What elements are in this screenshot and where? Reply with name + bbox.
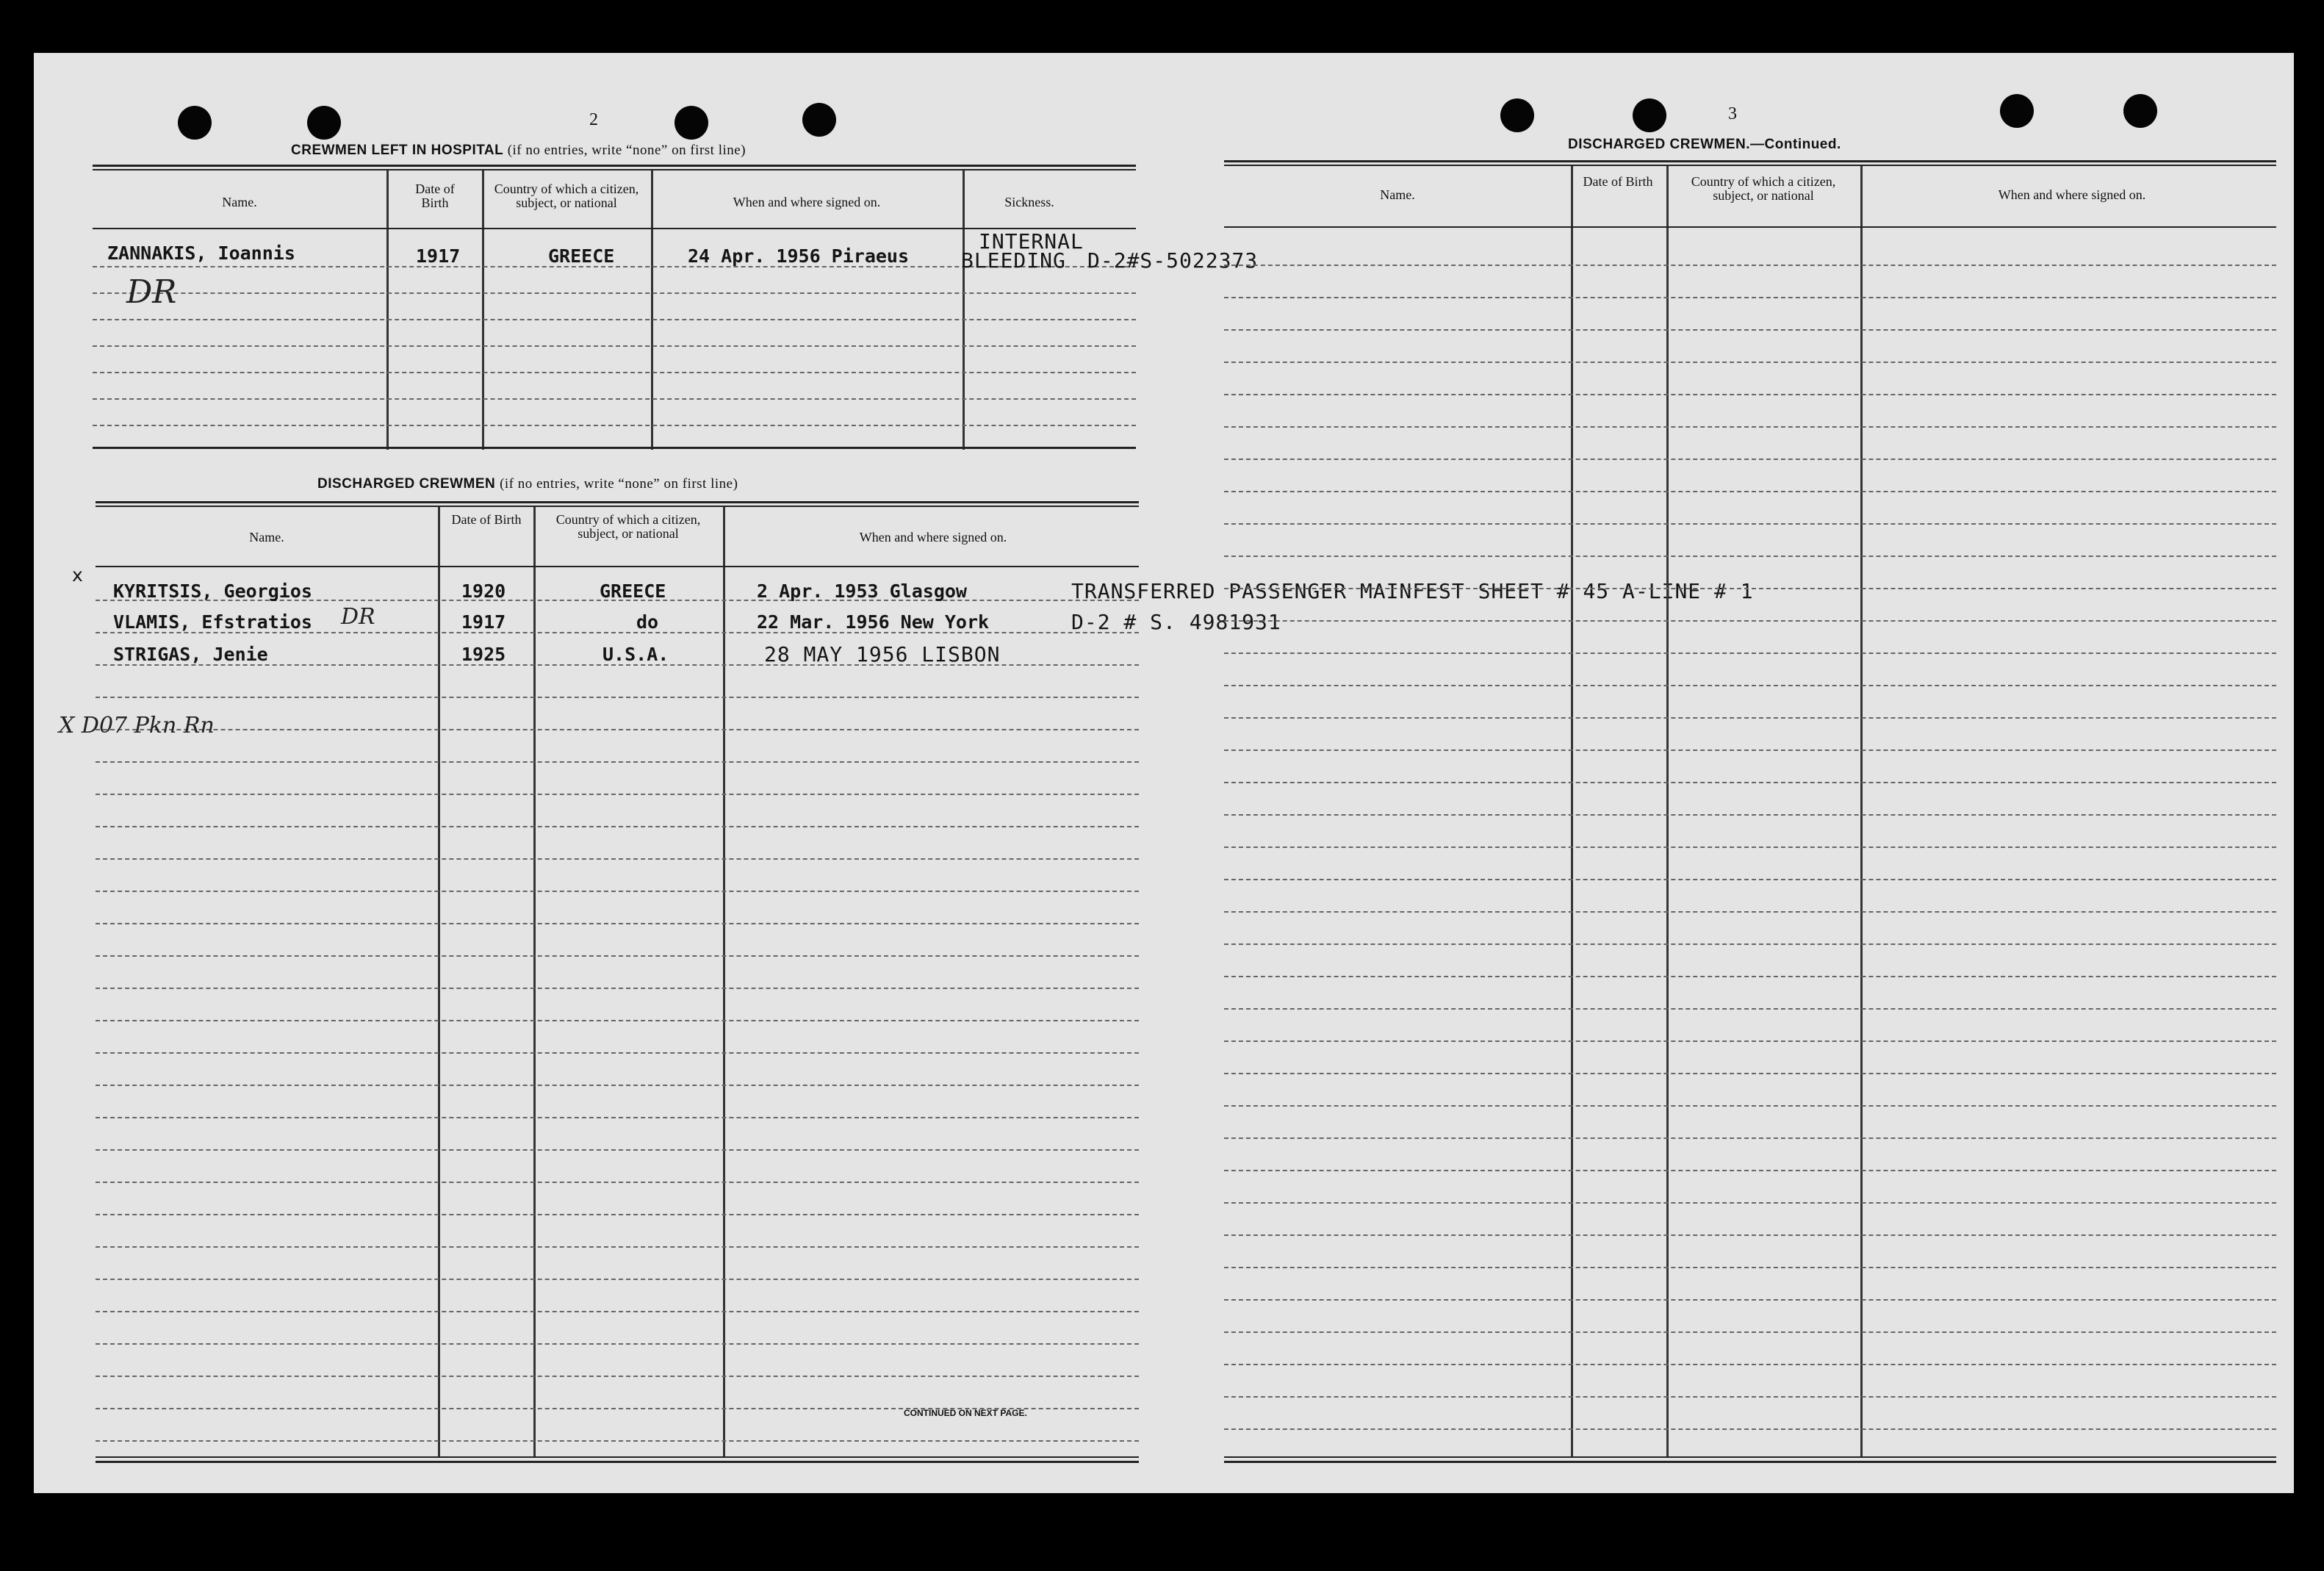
discharged-row-3-name: STRIGAS, Jenie <box>113 644 268 665</box>
row-rule <box>96 1246 1139 1248</box>
discharged-row-3-country: U.S.A. <box>602 644 669 665</box>
discharged-title-text: DISCHARGED CREWMEN <box>317 476 496 492</box>
row-rule <box>1224 1234 2276 1236</box>
discharged-top-rule <box>96 501 1139 503</box>
row-rule <box>96 923 1139 924</box>
discharged-row-1-signed: 2 Apr. 1953 Glasgow <box>757 580 967 602</box>
row-rule <box>1224 1202 2276 1204</box>
row-rule <box>1224 620 2276 622</box>
row-rule <box>1224 426 2276 428</box>
discharged-header-name: Name. <box>249 530 284 544</box>
punch-hole <box>1633 98 1666 132</box>
row-rule <box>96 1440 1139 1442</box>
hospital-handwritten-mark: DR <box>126 273 177 311</box>
row-rule <box>96 1376 1139 1377</box>
punch-hole <box>307 106 341 140</box>
hospital-col-divider <box>651 170 653 450</box>
discharged-row-2-name: VLAMIS, Efstratios <box>113 611 312 633</box>
row-rule <box>1224 1331 2276 1333</box>
row-rule <box>96 1020 1139 1021</box>
punch-hole <box>674 106 708 140</box>
row-rule <box>1224 1364 2276 1365</box>
row-rule <box>96 1214 1139 1215</box>
hospital-row-country: GREECE <box>548 245 615 267</box>
hospital-col-divider <box>386 170 389 450</box>
right-top-rule-2 <box>1224 165 2276 166</box>
discharged-row-3-dob: 1925 <box>461 644 506 665</box>
handwritten-note: X D07 Pkn Rn <box>59 713 215 738</box>
row-rule <box>96 1279 1139 1280</box>
row-rule <box>96 729 1139 730</box>
discharged-title-note: (if no entries, write “none” on first line) <box>500 476 738 492</box>
row-rule <box>96 1149 1139 1151</box>
hospital-row-sickness-1: INTERNAL <box>979 229 1084 254</box>
manifest-sheet <box>34 53 2294 1493</box>
row-rule <box>1224 394 2276 395</box>
row-rule <box>96 1343 1139 1345</box>
row-rule <box>1224 1428 2276 1430</box>
row-rule <box>1224 1040 2276 1042</box>
row-rule <box>96 761 1139 763</box>
discharged-row-2-handwritten: DR <box>341 604 375 630</box>
row-rule <box>1224 782 2276 783</box>
row-rule <box>1224 1137 2276 1139</box>
row-rule <box>93 425 1136 426</box>
punch-hole <box>2123 94 2157 128</box>
row-rule <box>1224 1170 2276 1171</box>
row-rule <box>1224 556 2276 557</box>
row-rule <box>1224 523 2276 525</box>
right-bottom-rule-2 <box>1224 1461 2276 1463</box>
page-number-left: 2 <box>589 110 598 129</box>
row-rule <box>93 372 1136 373</box>
row-rule <box>96 1117 1139 1118</box>
row-rule <box>96 1085 1139 1086</box>
row-rule <box>96 794 1139 795</box>
right-header-signed: When and where signed on. <box>1998 187 2146 202</box>
row-rule <box>96 891 1139 892</box>
hospital-title-text: CREWMEN LEFT IN HOSPITAL <box>291 143 503 158</box>
right-header-country: Country of which a citizen, subject, or national <box>1691 174 1836 203</box>
right-header-dob: Date of Birth <box>1583 174 1653 189</box>
row-rule <box>1224 1105 2276 1107</box>
row-rule <box>96 988 1139 989</box>
right-section-title: DISCHARGED CREWMEN.—Continued. <box>1568 137 1841 152</box>
discharged-section-title <box>317 476 738 492</box>
discharged-row-2-country: do <box>636 611 659 633</box>
hospital-title-note: (if no entries, write “none” on first line) <box>507 143 747 158</box>
row-rule <box>1224 943 2276 945</box>
row-rule <box>93 319 1136 320</box>
punch-hole <box>1500 98 1534 132</box>
row-rule <box>1224 749 2276 751</box>
discharged-header-country: Country of which a citizen, subject, or national <box>555 512 701 541</box>
transfer-annotation-number: D-2 # S. 4981931 <box>1071 610 1281 634</box>
hospital-header-signed: When and where signed on. <box>733 195 881 209</box>
row-check-mark: x <box>72 564 83 586</box>
discharged-row-2-signed: 22 Mar. 1956 New York <box>757 611 990 633</box>
discharged-row-1-country: GREECE <box>600 580 666 602</box>
hospital-section-title <box>291 143 746 159</box>
hospital-row-name: ZANNAKIS, Ioannis <box>107 242 295 264</box>
row-rule <box>1224 814 2276 816</box>
discharged-col-divider <box>723 507 725 1456</box>
discharged-header-dob: Date of Birth <box>451 512 522 527</box>
right-bottom-rule <box>1224 1456 2276 1458</box>
right-top-rule <box>1224 160 2276 162</box>
row-rule <box>96 1182 1139 1183</box>
row-rule <box>1224 1008 2276 1010</box>
row-rule <box>96 1052 1139 1054</box>
row-rule <box>1224 1396 2276 1398</box>
row-rule <box>1224 329 2276 331</box>
row-rule <box>1224 362 2276 363</box>
hospital-row-sickness-2: BLEEDING <box>961 248 1066 273</box>
row-rule <box>1224 846 2276 848</box>
row-rule <box>93 345 1136 347</box>
right-col-divider <box>1571 166 1573 1456</box>
row-rule <box>1224 685 2276 686</box>
discharged-row-2-dob: 1917 <box>461 611 506 633</box>
row-rule <box>1224 653 2276 654</box>
punch-hole <box>2000 94 2034 128</box>
hospital-top-rule <box>93 165 1136 167</box>
row-rule <box>1224 717 2276 719</box>
row-rule <box>1224 459 2276 460</box>
right-header-rule <box>1224 226 2276 228</box>
discharged-bottom-rule-2 <box>96 1461 1139 1463</box>
hospital-top-rule-2 <box>93 169 1136 170</box>
row-rule <box>1224 1299 2276 1301</box>
right-col-divider <box>1860 166 1863 1456</box>
hospital-header-name: Name. <box>222 195 257 209</box>
punch-hole <box>178 106 212 140</box>
row-rule <box>96 1311 1139 1312</box>
discharged-row-1-name: KYRITSIS, Georgios <box>113 580 312 602</box>
row-rule <box>1224 911 2276 913</box>
row-rule <box>96 955 1139 957</box>
row-rule <box>1224 491 2276 492</box>
hospital-col-divider <box>963 170 965 450</box>
discharged-header-signed: When and where signed on. <box>859 530 1007 544</box>
discharged-row-1-dob: 1920 <box>461 580 506 602</box>
discharged-col-divider <box>533 507 536 1456</box>
discharged-bottom-rule <box>96 1456 1139 1458</box>
hospital-row-signed: 24 Apr. 1956 Piraeus <box>688 245 910 267</box>
row-rule <box>96 858 1139 860</box>
hospital-col-divider <box>482 170 484 450</box>
row-rule <box>93 292 1136 294</box>
hospital-header-country: Country of which a citizen, subject, or national <box>494 181 639 210</box>
hospital-bottom-rule <box>93 447 1136 449</box>
right-header-name: Name. <box>1380 187 1415 202</box>
row-rule <box>96 826 1139 827</box>
hospital-row-annotation: D-2#S-5022373 <box>1087 248 1259 273</box>
continued-footer: CONTINUED ON NEXT PAGE. <box>904 1408 1027 1418</box>
discharged-col-divider <box>438 507 440 1456</box>
row-rule <box>1224 879 2276 880</box>
right-col-divider <box>1666 166 1669 1456</box>
row-rule <box>1224 976 2276 977</box>
row-rule <box>1224 265 2276 266</box>
transfer-annotation: TRANSFERRED PASSENGER MAINFEST SHEET # 45 A-LINE # 1 <box>1071 579 1754 603</box>
discharged-top-rule-2 <box>96 506 1139 507</box>
row-rule <box>96 697 1139 698</box>
row-rule <box>1224 1267 2276 1268</box>
hospital-header-sickness: Sickness. <box>1004 195 1054 209</box>
row-rule <box>1224 297 2276 298</box>
page-number-right: 3 <box>1728 104 1737 123</box>
punch-hole <box>802 103 836 137</box>
row-rule <box>1224 588 2276 589</box>
row-rule <box>1224 1073 2276 1074</box>
hospital-header-dob: Date of Birth <box>415 181 455 210</box>
discharged-header-rule <box>96 566 1139 567</box>
discharged-row-3-signed: 28 MAY 1956 LISBON <box>764 642 1001 666</box>
row-rule <box>93 398 1136 400</box>
hospital-row-dob: 1917 <box>416 245 461 267</box>
